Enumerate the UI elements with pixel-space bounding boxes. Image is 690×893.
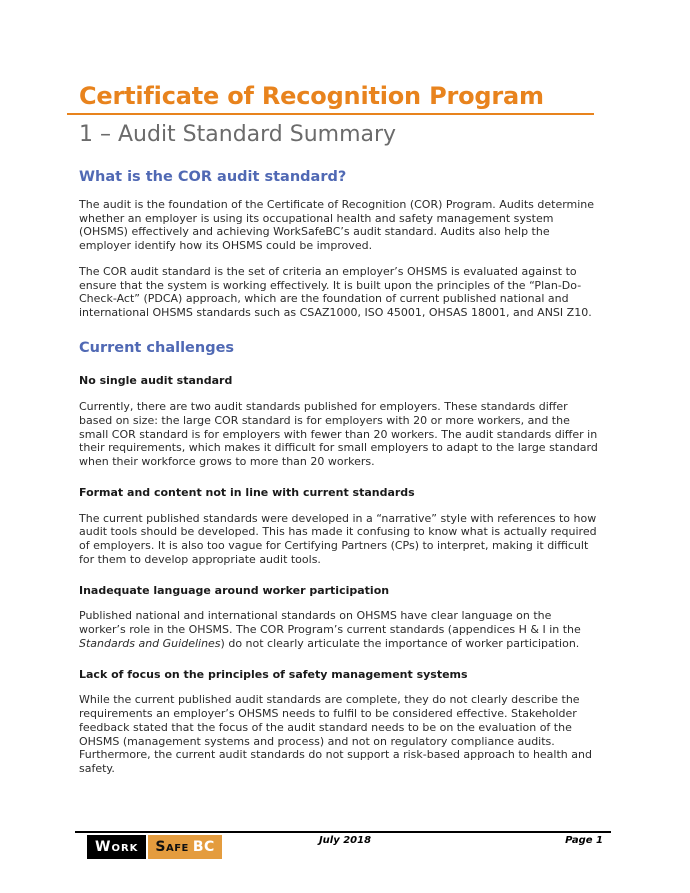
paragraph-text: Published national and international standards on OHSMS have clear language on the worker’s role in the OHSMS. The COR Program’s current standards (appendices H & I in the	[79, 609, 581, 637]
paragraph-text: ) do not clearly articulate the importance of worker participation.	[220, 636, 580, 650]
section-heading-current-challenges: Current challenges	[79, 339, 235, 356]
paragraph-two-standards: Currently, there are two audit standards published for employers. These standards differ based on size: the large COR standard is for employers with 20 or more workers, and the small COR standard is for employers with fewer than 20 workers. The audit standards differ in their requirements, which makes it difficult for small employers to adapt to the large standard when their workforce grows to more than 20 workers.	[79, 400, 598, 469]
subheading-lack-of-focus: Lack of focus on the principles of safety management systems	[79, 667, 468, 681]
paragraph-cor-standard-criteria: The COR audit standard is the set of criteria an employer’s OHSMS is evaluated against to ensure that the system is working effectively. It is built upon the principles of the “Plan-Do-Check-Act” (PDCA) approach, which are the foundation of current published national and international OHSMS standards such as CSAZ1000, ISO 45001, OHSAS 18001, and ANSI Z10.	[79, 264, 592, 320]
paragraph-standards-complete: While the current published audit standards are complete, they do not clearly describe the requirements an employer’s OHSMS needs to fulfil to be considered effective. Stakeholder feedback stated that the focus of the audit standard needs to be on the evaluation of the OHSMS (management systems and process) and not on regulatory compliance audits. Furthermore, the current audit standards do not support a risk-based approach to health and safety.	[79, 693, 592, 776]
paragraph-worker-participation	[79, 609, 600, 650]
paragraph-narrative-style: The current published standards were developed in a “narrative” style with references to how audit tools should be developed. This has made it confusing to know what is actually required of employers. It is also too vague for Certifying Partners (CPs) to interpret, making it difficult for them to develop appropriate audit tools.	[79, 511, 597, 566]
footer-divider	[75, 831, 611, 833]
footer-page-number: Page 1	[565, 835, 603, 846]
subheading-format-content: Format and content not in line with current standards	[79, 485, 415, 499]
paragraph-audit-foundation: The audit is the foundation of the Certificate of Recognition (COR) Program. Audits determine whether an employer is using its occupational health and safety management system (OHSMS) effectively and achieving WorkSafeBC’s audit standard. Audits also help the employer identify how its OHSMS could be improved.	[79, 197, 595, 253]
italic-title-standards-and-guidelines: Standards and Guidelines	[79, 636, 221, 650]
page-title: Certificate of Recognition Program	[67, 83, 594, 115]
section-heading-what-is-cor: What is the COR audit standard?	[79, 168, 347, 185]
subheading-worker-participation: Inadequate language around worker participation	[79, 583, 390, 597]
footer-date: July 2018	[318, 835, 372, 846]
subheading-no-single-standard: No single audit standard	[79, 374, 233, 388]
logo-bc-text: BC	[192, 839, 215, 855]
page-subtitle: 1 – Audit Standard Summary	[79, 122, 397, 148]
logo-safe-text: Safe	[155, 839, 189, 855]
logo-work-segment: Work	[87, 835, 146, 859]
